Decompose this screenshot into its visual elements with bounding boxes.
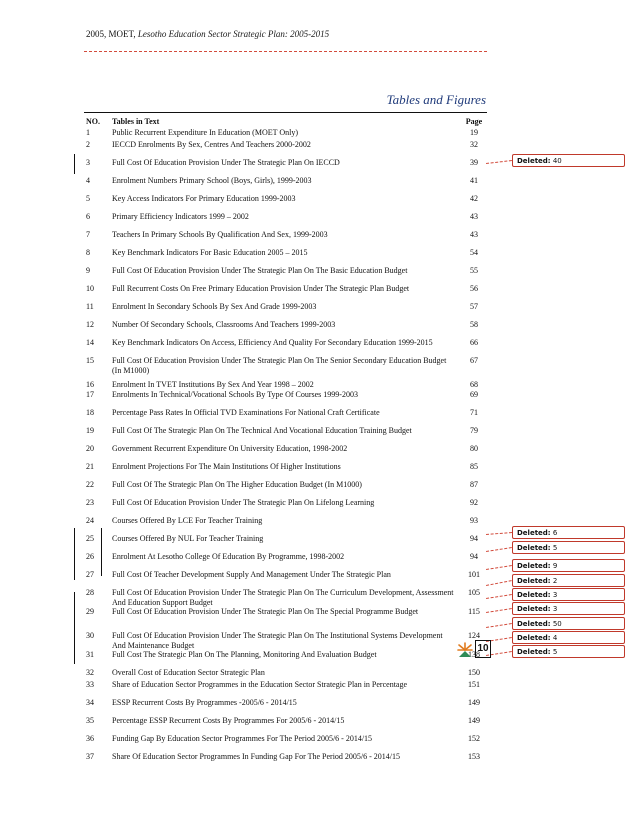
- cell-no: 11: [86, 302, 94, 311]
- cell-text: Percentage ESSP Recurrent Costs By Programmes For 2005/6 - 2014/15: [112, 716, 345, 725]
- cell-no: 2: [86, 140, 90, 149]
- cell-text: Enrolment Numbers Primary School (Boys, Girls), 1999-2003: [112, 176, 312, 185]
- comment-value: 3: [550, 605, 558, 613]
- comment-balloon[interactable]: [512, 602, 625, 615]
- comment-balloon[interactable]: [512, 154, 625, 167]
- table-row: [86, 380, 491, 390]
- cell-page[interactable]: 152: [468, 734, 480, 743]
- table-row: [86, 320, 491, 338]
- cell-text: Courses Offered By NUL For Teacher Training: [112, 534, 264, 543]
- cell-no: 14: [86, 338, 94, 347]
- cell-text: Full Cost Of Education Provision Under The Strategic Plan On IECCD: [112, 158, 340, 167]
- cell-text: Teachers In Primary Schools By Qualification And Sex, 1999-2003: [112, 230, 328, 239]
- col-no-header: NO.: [86, 117, 100, 126]
- cell-page[interactable]: 138: [468, 650, 480, 659]
- cell-no: 36: [86, 734, 94, 743]
- table-row: [86, 212, 491, 230]
- comment-balloon[interactable]: [512, 541, 625, 554]
- cell-page[interactable]: 80: [470, 444, 478, 453]
- change-bar: [101, 528, 102, 576]
- table-row: [86, 408, 491, 426]
- cell-text: ESSP Recurrent Costs By Programmes -2005/6 - 2014/15: [112, 698, 297, 707]
- cell-page[interactable]: 85: [470, 462, 478, 471]
- cell-text: Courses Offered By LCE For Teacher Training: [112, 516, 263, 525]
- cell-text: Full Cost Of Education Provision Under The Strategic Plan On The Institutional Systems Development And Maintenance Budget: [112, 631, 443, 650]
- table-row: [86, 668, 491, 680]
- table-header-row: [86, 117, 491, 128]
- cell-no: 22: [86, 480, 94, 489]
- cell-text: Government Recurrent Expenditure On University Education, 1998-2002: [112, 444, 348, 453]
- cell-no: 9: [86, 266, 90, 275]
- cell-page[interactable]: 41: [470, 176, 478, 185]
- table-row: [86, 734, 491, 752]
- table-row: [86, 426, 491, 444]
- cell-page[interactable]: 150: [468, 668, 480, 677]
- cell-text: IECCD Enrolments By Sex, Centres And Teachers 2000-2002: [112, 140, 311, 149]
- starburst-logo-icon: [457, 642, 473, 658]
- comment-balloon[interactable]: [512, 559, 625, 572]
- table-row: [86, 128, 491, 140]
- cell-page[interactable]: 93: [470, 516, 478, 525]
- table-row: [86, 480, 491, 498]
- cell-text: Funding Gap By Education Sector Programmes For The Period 2005/6 - 2014/15: [112, 734, 373, 743]
- cell-page[interactable]: 32: [470, 140, 478, 149]
- cell-page[interactable]: 87: [470, 480, 478, 489]
- cell-no: 23: [86, 498, 94, 507]
- table-row: [86, 390, 491, 408]
- cell-no: 15: [86, 356, 94, 365]
- cell-no: 33: [86, 680, 94, 689]
- cell-page[interactable]: 19: [470, 128, 478, 137]
- cell-no: 7: [86, 230, 90, 239]
- cell-page[interactable]: 39: [470, 158, 478, 167]
- cell-page[interactable]: 54: [470, 248, 478, 257]
- comment-label: Deleted:: [517, 620, 551, 628]
- table-row: [86, 158, 491, 176]
- cell-text: Public Recurrent Expenditure In Education (MOET Only): [112, 128, 299, 137]
- table-row: [86, 444, 491, 462]
- col-text-header: Tables in Text: [112, 117, 160, 126]
- cell-no: 8: [86, 248, 90, 257]
- cell-page[interactable]: 94: [470, 534, 478, 543]
- cell-no: 5: [86, 194, 90, 203]
- section-title: Tables and Figures: [386, 92, 486, 107]
- cell-page[interactable]: 67: [470, 356, 478, 365]
- comment-label: Deleted:: [517, 648, 551, 656]
- cell-no: 3: [86, 158, 90, 167]
- comment-value: 40: [550, 157, 562, 165]
- table-row: [86, 516, 491, 534]
- cell-text: Enrolment In Secondary Schools By Sex And Grade 1999-2003: [112, 302, 317, 311]
- comment-label: Deleted:: [517, 605, 551, 613]
- comment-balloon[interactable]: [512, 588, 625, 601]
- cell-no: 29: [86, 607, 94, 616]
- comment-label: Deleted:: [517, 529, 551, 537]
- cell-page[interactable]: 68: [470, 380, 478, 389]
- cell-no: 6: [86, 212, 90, 221]
- cell-no: 30: [86, 631, 94, 640]
- page-number: 10: [475, 640, 491, 658]
- table-row: [86, 570, 491, 588]
- cell-no: 34: [86, 698, 94, 707]
- cell-no: 26: [86, 552, 94, 561]
- cell-text: Full Cost Of Education Provision Under The Strategic Plan On Lifelong Learning: [112, 498, 375, 507]
- cell-no: 31: [86, 650, 94, 659]
- cell-page[interactable]: 92: [470, 498, 478, 507]
- comment-value: 2: [550, 577, 558, 585]
- comment-balloon[interactable]: [512, 631, 625, 644]
- cell-page[interactable]: 58: [470, 320, 478, 329]
- cell-page[interactable]: 66: [470, 338, 478, 347]
- cell-no: 25: [86, 534, 94, 543]
- cell-page[interactable]: 79: [470, 426, 478, 435]
- cell-no: 10: [86, 284, 94, 293]
- table-row: [86, 498, 491, 516]
- cell-text: Full Cost Of Education Provision Under The Strategic Plan On The Basic Education Budget: [112, 266, 408, 275]
- header-title: Lesotho Education Sector Strategic Plan: 2005-2015: [137, 29, 330, 39]
- cell-text: Key Access Indicators For Primary Education 1999-2003: [112, 194, 296, 203]
- table-row: [86, 716, 491, 734]
- comment-value: 50: [550, 620, 562, 628]
- comment-balloon[interactable]: [512, 574, 625, 587]
- cell-page[interactable]: 42: [470, 194, 478, 203]
- cell-text: Full Recurrent Costs On Free Primary Education Provision Under The Strategic Plan Budget: [112, 284, 410, 293]
- cell-no: 21: [86, 462, 94, 471]
- table-row: [86, 356, 491, 380]
- change-bar: [74, 528, 75, 580]
- cell-text: Full Cost Of Teacher Development Supply And Management Under The Strategic Plan: [112, 570, 391, 579]
- tables-list: [86, 117, 491, 770]
- table-row: [86, 194, 491, 212]
- cell-page[interactable]: 69: [470, 390, 478, 399]
- comment-label: Deleted:: [517, 577, 551, 585]
- table-row: [86, 284, 491, 302]
- cell-text: Full Cost Of Education Provision Under The Strategic Plan On The Special Programme Budget: [112, 607, 419, 616]
- table-row: [86, 631, 491, 650]
- table-row: [86, 248, 491, 266]
- table-row: [86, 752, 491, 770]
- cell-page[interactable]: 57: [470, 302, 478, 311]
- change-bar: [74, 592, 75, 664]
- comment-value: 3: [550, 591, 558, 599]
- cell-text: Overall Cost of Education Sector Strategic Plan: [112, 668, 265, 677]
- comment-label: Deleted:: [517, 562, 551, 570]
- cell-no: 20: [86, 444, 94, 453]
- cell-text: Share Of Education Sector Programmes In Funding Gap For The Period 2005/6 - 2014/15: [112, 752, 401, 761]
- cell-text: Full Cost Of The Strategic Plan On The Technical And Vocational Education Training Budget: [112, 426, 412, 435]
- cell-page[interactable]: 43: [470, 212, 478, 221]
- cell-text: Key Benchmark Indicators On Access, Efficiency And Quality For Secondary Education 1999-2015: [112, 338, 433, 347]
- cell-no: 12: [86, 320, 94, 329]
- header-prefix: 2005, MOET,: [86, 29, 136, 39]
- cell-text: Primary Efficiency Indicators 1999 – 2002: [112, 212, 249, 221]
- cell-page[interactable]: 56: [470, 284, 478, 293]
- cell-page[interactable]: 153: [468, 752, 480, 761]
- table-row: [86, 534, 491, 552]
- cell-no: 1: [86, 128, 90, 137]
- cell-page[interactable]: 149: [468, 716, 480, 725]
- cell-page[interactable]: 124: [468, 631, 480, 640]
- header-rule: [84, 51, 487, 52]
- cell-page[interactable]: 151: [468, 680, 480, 689]
- comment-label: Deleted:: [517, 591, 551, 599]
- cell-text: Full Cost Of The Strategic Plan On The Higher Education Budget (In M1000): [112, 480, 362, 489]
- comment-value: 5: [550, 648, 558, 656]
- table-row: [86, 140, 491, 158]
- table-row: [86, 698, 491, 716]
- cell-text: Share of Education Sector Programmes in the Education Sector Strategic Plan in Percentage: [112, 680, 408, 689]
- comment-value: 6: [550, 529, 558, 537]
- table-row: [86, 176, 491, 194]
- cell-no: 19: [86, 426, 94, 435]
- table-row: [86, 462, 491, 480]
- table-row: [86, 650, 491, 668]
- cell-page[interactable]: 43: [470, 230, 478, 239]
- comment-value: 9: [550, 562, 558, 570]
- running-header: [86, 29, 329, 39]
- cell-no: 35: [86, 716, 94, 725]
- cell-no: 17: [86, 390, 94, 399]
- cell-text: Number Of Secondary Schools, Classrooms And Teachers 1999-2003: [112, 320, 336, 329]
- cell-no: 32: [86, 668, 94, 677]
- cell-text: Key Benchmark Indicators For Basic Education 2005 – 2015: [112, 248, 308, 257]
- table-top-rule: [84, 112, 487, 113]
- cell-page[interactable]: 55: [470, 266, 478, 275]
- comment-label: Deleted:: [517, 157, 551, 165]
- comment-value: 4: [550, 634, 558, 642]
- cell-text: Enrolment At Lesotho College Of Education By Programme, 1998-2002: [112, 552, 345, 561]
- cell-text: Enrolments In Technical/Vocational Schools By Type Of Courses 1999-2003: [112, 390, 358, 399]
- cell-no: 37: [86, 752, 94, 761]
- cell-no: 16: [86, 380, 94, 389]
- cell-no: 4: [86, 176, 90, 185]
- table-row: [86, 607, 491, 631]
- comment-label: Deleted:: [517, 544, 551, 552]
- cell-text: Full Cost The Strategic Plan On The Planning, Monitoring And Evaluation Budget: [112, 650, 377, 659]
- table-row: [86, 552, 491, 570]
- table-row: [86, 588, 491, 607]
- comment-balloon[interactable]: [512, 526, 625, 539]
- comment-balloon[interactable]: [512, 617, 625, 630]
- cell-page[interactable]: 101: [468, 570, 480, 579]
- cell-page[interactable]: 149: [468, 698, 480, 707]
- cell-no: 27: [86, 570, 94, 579]
- cell-text: Enrolment In TVET Institutions By Sex And Year 1998 – 2002: [112, 380, 314, 389]
- comment-label: Deleted:: [517, 634, 551, 642]
- cell-no: 28: [86, 588, 94, 597]
- change-bar: [74, 154, 75, 174]
- cell-text: Full Cost Of Education Provision Under The Strategic Plan On The Curriculum Development, Assessment And Education Support Budget: [112, 588, 454, 607]
- table-row: [86, 266, 491, 284]
- cell-text: Full Cost Of Education Provision Under The Strategic Plan On The Senior Secondary Education Budget (In M1000): [112, 356, 447, 375]
- cell-no: 24: [86, 516, 94, 525]
- col-page-header: Page: [465, 117, 483, 126]
- table-row: [86, 302, 491, 320]
- cell-page[interactable]: 115: [468, 607, 480, 616]
- cell-text: Enrolment Projections For The Main Institutions Of Higher Institutions: [112, 462, 341, 471]
- cell-page[interactable]: 105: [468, 588, 480, 597]
- cell-page[interactable]: 71: [470, 408, 478, 417]
- cell-page[interactable]: 94: [470, 552, 478, 561]
- table-row: [86, 338, 491, 356]
- cell-no: 18: [86, 408, 94, 417]
- comment-balloon[interactable]: [512, 645, 625, 658]
- comment-value: 5: [550, 544, 558, 552]
- cell-text: Percentage Pass Rates In Official TVD Examinations For National Craft Certificate: [112, 408, 380, 417]
- table-row: [86, 230, 491, 248]
- table-row: [86, 680, 491, 698]
